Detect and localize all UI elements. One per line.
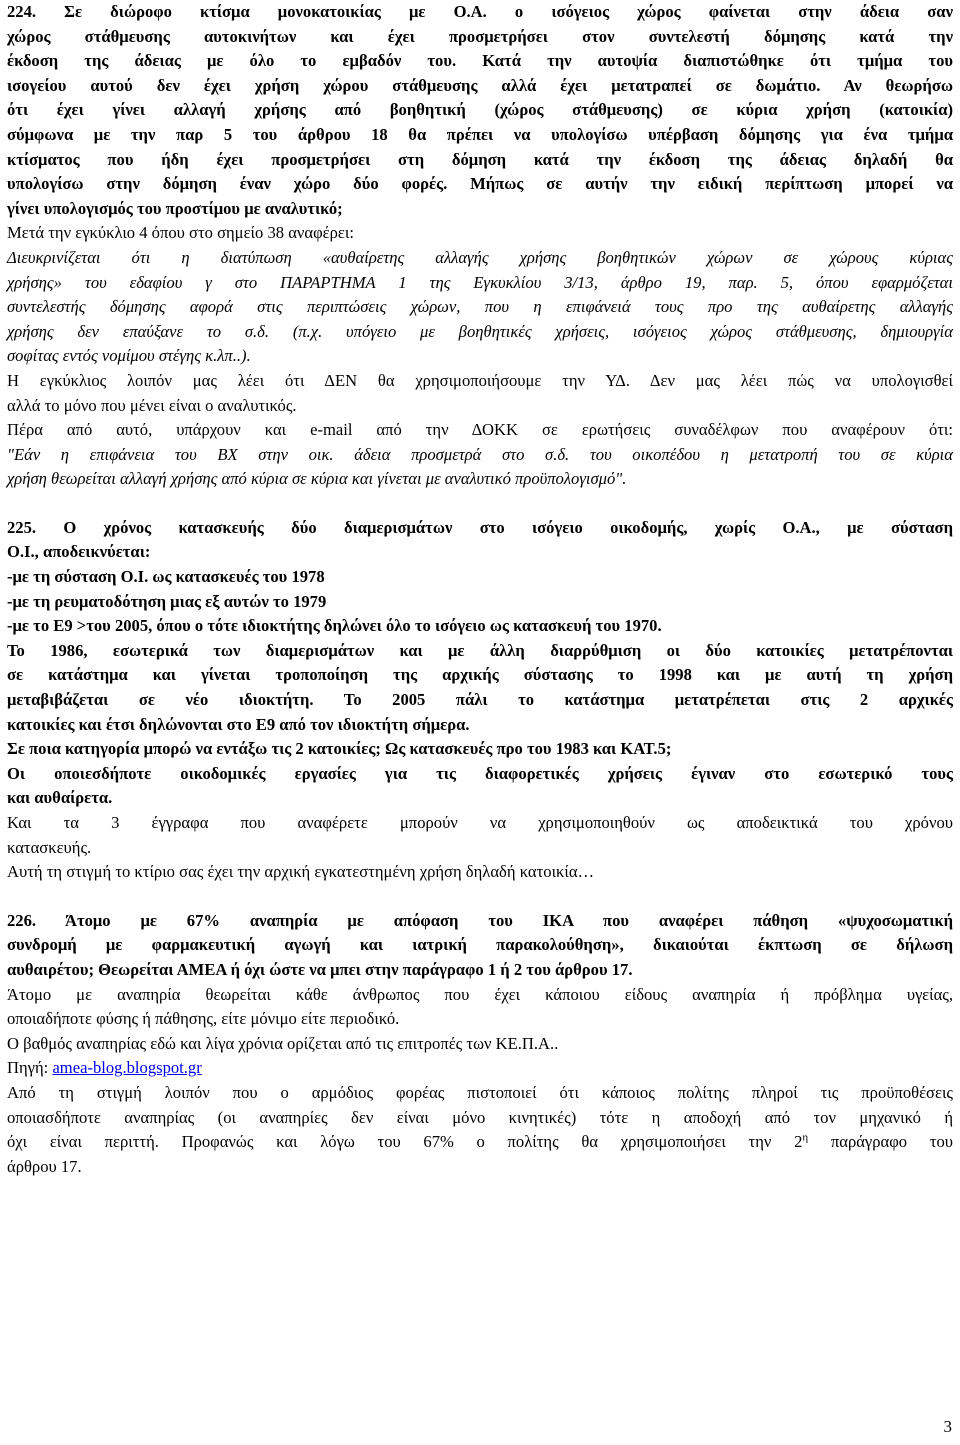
answer-text bbox=[7, 811, 953, 885]
question-text bbox=[7, 909, 953, 983]
text-line: σοφίτας εντός νομίμου στέγης κ.λπ..). bbox=[7, 346, 251, 366]
text-line: "Εάν η επιφάνεια του ΒΧ στην οικ. άδεια προσμετρά στο σ.δ. του οικοπέδου η μετατροπή του σε κύρια bbox=[7, 444, 953, 464]
text-line: Αυτή τη στιγμή το κτίριο σας έχει την αρχική εγκατεστημένη χρήση δηλαδή κατοικία… bbox=[7, 862, 595, 882]
text-line: υπολογίσω στην δόμηση έναν χώρο δύο φορές. Μήπως σε αυτήν την ειδική περίπτωση μπορεί να bbox=[7, 174, 953, 194]
text-line: συνδρομή με φαρμακευτική αγωγή και ιατρική παρακολούθηση», δικαιούται έκπτωση σε δήλωση bbox=[7, 935, 953, 955]
question-224 bbox=[7, 0, 953, 492]
text-line: Και τα 3 έγγραφα που αναφέρετε μπορούν να χρησιμοποιηθούν ως αποδεικτικά του χρόνου bbox=[7, 813, 953, 832]
text-line: μεταβιβάζεται σε νέο ιδιοκτήτη. Το 2005 πάλι το κατάστημα μετατρέπεται στις 2 αρχικές bbox=[7, 690, 953, 710]
text-line: οποιασδήποτε αναπηρίας (οι αναπηρίες δεν είναι μόνο κινητικές) τότε η αποδοχή από τον μηχανικό ή bbox=[7, 1107, 953, 1127]
text-line: έκδοση της άδειας με όλο το εμβαδόν του. Κατά την αυτοψία διαπιστώθηκε ότι τμήμα του bbox=[7, 51, 953, 71]
text-line: -με το Ε9 >του 2005, όπου ο τότε ιδιοκτήτης δηλώνει όλο το ισόγειο ως κατασκευή του 1970. bbox=[7, 616, 662, 636]
text-line: Οι οποιεσδήποτε οικοδομικές εργασίες για τις διαφορετικές χρήσεις έγιναν στο εσωτερικό τους bbox=[7, 763, 953, 783]
text-line: σύμφωνα με την παρ 5 του άρθρου 18 θα πρέπει να υπολογίσω υπέρβαση δόμησης για ένα τμήμα bbox=[7, 124, 953, 144]
text-line: άρθρου 17. bbox=[7, 1156, 82, 1176]
text-line: Το 1986, εσωτερικά των διαμερισμάτων και με άλλη διαρρύθμιση οι δύο κατοικίες μετατρέπονται bbox=[7, 640, 953, 660]
document-page bbox=[7, 0, 953, 1179]
text-line: ότι έχει γίνει αλλαγή χρήσης από βοηθητική (χώρος στάθμευσης) σε κύρια χρήση (κατοικία) bbox=[7, 100, 953, 120]
question-225 bbox=[7, 516, 953, 885]
text-line: Ο βαθμός αναπηρίας εδώ και λίγα χρόνια ορίζεται από τις επιτροπές των ΚΕ.Π.Α.. bbox=[7, 1033, 559, 1053]
source-label: Πηγή: bbox=[7, 1058, 53, 1078]
text-line bbox=[7, 1130, 953, 1155]
text-line: 225. Ο χρόνος κατασκευής δύο διαμερισμάτων στο ισόγειο οικοδομής, χωρίς Ο.Α., με σύσταση bbox=[7, 517, 953, 537]
text-line: κατασκευής. bbox=[7, 837, 92, 857]
answer-text bbox=[7, 221, 953, 492]
text-line: Σε ποια κατηγορία μπορώ να εντάξω τις 2 κατοικίες; Ως κατασκευές προ του 1983 και ΚΑΤ.5; bbox=[7, 739, 672, 759]
source-link[interactable]: amea-blog.blogspot.gr bbox=[52, 1058, 202, 1078]
text-line: κτίσματος που ήδη έχει προσμετρήσει στη δόμηση κατά την έκδοση της άδειας δηλαδή θα bbox=[7, 149, 953, 169]
text-line: σε κατάστημα και γίνεται τροποποίηση της αρχικής σύστασης το 1998 και με αυτή τη χρήση bbox=[7, 665, 953, 685]
text-line: Μετά την εγκύκλιο 4 όπου στο σημείο 38 αναφέρει: bbox=[7, 223, 354, 243]
text-line: χώρος στάθμευσης αυτοκινήτων και έχει προσμετρήσει στον συντελεστή δόμησης κατά την bbox=[7, 26, 953, 46]
text-line: Διευκρινίζεται ότι η διατύπωση «αυθαίρετης αλλαγής χρήσης βοηθητικών χώρων σε χώρους κύριας bbox=[7, 247, 953, 267]
text-line: Ο.Ι., αποδεικνύεται: bbox=[7, 542, 151, 562]
text-line: Η εγκύκλιος λοιπόν μας λέει ότι ΔΕΝ θα χρησιμοποιήσουμε την ΥΔ. Δεν μας λέει πώς να υπολογισθεί bbox=[7, 370, 953, 390]
text-line: κατοικίες και έτσι δηλώνονται στο Ε9 από τον ιδιοκτήτη σήμερα. bbox=[7, 714, 470, 734]
text-line: ισογείου αυτού δεν έχει χρήση χώρου στάθμευσης αλλά έχει μετατραπεί σε δωμάτιο. Αν θεωρήσω bbox=[7, 75, 953, 95]
question-text bbox=[7, 0, 953, 221]
source-line bbox=[7, 1056, 953, 1081]
text-line: 224. Σε διώροφο κτίσμα μονοκατοικίας με Ο.Α. ο ισόγειος χώρος φαίνεται στην άδεια σαν bbox=[7, 2, 953, 21]
text-line: Άτομο με αναπηρία θεωρείται κάθε άνθρωπος που έχει κάποιου είδους αναπηρία ή πρόβλημα υγείας, bbox=[7, 984, 953, 1004]
text-line: αυθαιρέτου; Θεωρείται ΑΜΕΑ ή όχι ώστε να μπει στην παράγραφο 1 ή 2 του άρθρου 17. bbox=[7, 959, 633, 979]
answer-text bbox=[7, 983, 953, 1180]
text-line: -με τη ρευματοδότηση μιας εξ αυτών το 1979 bbox=[7, 591, 327, 611]
text-line: Πέρα από αυτό, υπάρχουν και e-mail από την ΔΟΚΚ σε ερωτήσεις συναδέλφων που αναφέρουν ότι: bbox=[7, 420, 953, 440]
text-span: παράγραφο του bbox=[808, 1132, 953, 1152]
text-line: χρήσης δεν επαύξανε το σ.δ. (π.χ. υπόγειο με βοηθητικές χρήσεις, ισόγειος χώρος στάθμευσης, δημιουργία bbox=[7, 321, 953, 341]
text-line: Από τη στιγμή λοιπόν που ο αρμόδιος φορέας πιστοποιεί ότι κάποιος πολίτης πληροί τις προϋποθέσεις bbox=[7, 1082, 953, 1102]
question-226 bbox=[7, 909, 953, 1180]
question-text bbox=[7, 516, 953, 811]
text-line: συντελεστής δόμησης αφορά στις περιπτώσεις χώρων, που η επιφάνειά τους προ της αυθαίρετης αλλαγής bbox=[7, 297, 953, 317]
text-line: χρήση θεωρείται αλλαγή χρήσης από κύρια σε κύρια και γίνεται με αναλυτικό προϋπολογισμό". bbox=[7, 469, 627, 489]
text-line: οποιαδήποτε φύσης ή πάθησης, είτε μόνιμο είτε περιοδικό. bbox=[7, 1009, 400, 1029]
text-span: όχι είναι περιττή. Προφανώς και λόγω του 67% ο πολίτης θα χρησιμοποιήσει την 2 bbox=[7, 1132, 803, 1152]
text-line: αλλά το μόνο που μένει είναι ο αναλυτικός. bbox=[7, 395, 297, 415]
text-line: -με τη σύσταση Ο.Ι. ως κατασκευές του 1978 bbox=[7, 567, 325, 587]
text-line: χρήσης» του εδαφίου γ στο ΠΑΡΑΡΤΗΜΑ 1 της Εγκυκλίου 3/13, άρθρο 19, παρ. 5, όπου εφαρμόζεται bbox=[7, 272, 953, 292]
page-number: 3 bbox=[943, 1417, 952, 1436]
superscript: η bbox=[802, 1131, 809, 1144]
text-line: γίνει υπολογισμός του προστίμου με αναλυτικό; bbox=[7, 198, 343, 218]
text-line: 226. Άτομο με 67% αναπηρία με απόφαση του ΙΚΑ που αναφέρει πάθηση «ψυχοσωματική bbox=[7, 910, 953, 930]
text-line: και αυθαίρετα. bbox=[7, 788, 113, 808]
